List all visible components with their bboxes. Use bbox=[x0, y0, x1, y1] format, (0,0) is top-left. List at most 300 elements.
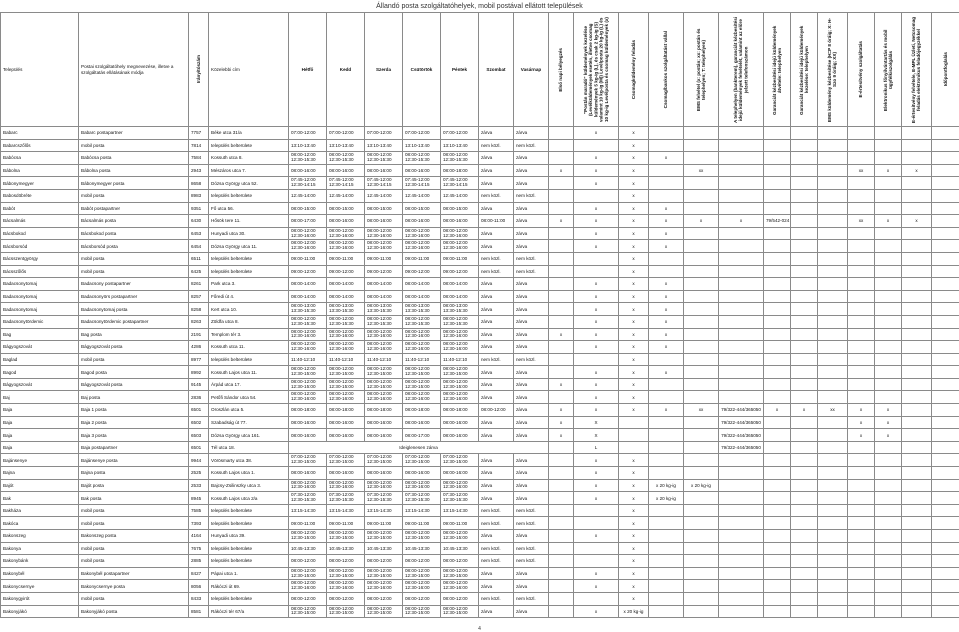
cell-service-flag bbox=[764, 252, 791, 265]
cell-service-flag bbox=[875, 202, 902, 215]
cell-hours: 13:15-14:30 bbox=[327, 504, 365, 517]
column-header-label: Csomag/bankos szolgáltatást vállal bbox=[663, 30, 669, 109]
cell-service-flag: x bbox=[619, 252, 649, 265]
cell-service-flag: 79/322-444/365050 bbox=[719, 404, 764, 417]
table-row bbox=[1, 164, 959, 177]
cell-settlement: Bakháza bbox=[1, 504, 79, 517]
cell-service-flag: xx bbox=[684, 164, 719, 177]
column-header-telepules bbox=[1, 13, 79, 127]
cell-hours: 08:00-17:00 bbox=[289, 215, 327, 228]
cell-hours: nem közl. bbox=[514, 542, 549, 555]
column-header-c20 bbox=[818, 13, 848, 127]
cell-service-flag: x bbox=[619, 315, 649, 328]
cell-address: település belterülete bbox=[209, 265, 289, 278]
cell-service-flag bbox=[719, 139, 764, 152]
cell-service-flag bbox=[764, 542, 791, 555]
cell-service-flag bbox=[875, 567, 902, 580]
column-header-c15 bbox=[649, 13, 684, 127]
cell-hours: 08:00-12:00 12:30-15:00 bbox=[403, 567, 441, 580]
cell-service-flag bbox=[549, 441, 574, 454]
cell-hours: zárva bbox=[479, 467, 514, 480]
column-header-label: Közelebbi cím bbox=[211, 66, 240, 72]
cell-service-flag: x bbox=[875, 164, 902, 177]
cell-service-flag bbox=[791, 429, 818, 442]
cell-service-flag bbox=[791, 592, 818, 605]
cell-service-flag bbox=[549, 592, 574, 605]
cell-hours: nem közl. bbox=[479, 265, 514, 278]
cell-hours: 08:00-16:00 bbox=[327, 429, 365, 442]
cell-service-flag bbox=[764, 189, 791, 202]
column-header-label: Garanciát kézbesítési idejű küldemények átvétele: telephelyen bbox=[771, 24, 782, 115]
cell-service-flag bbox=[684, 605, 719, 618]
cell-service-flag bbox=[649, 567, 684, 580]
cell-hours: 08:00-13:00 13:30-15:30 bbox=[403, 303, 441, 316]
cell-hours: 07:00-12:00 12:30-15:00 bbox=[441, 454, 479, 467]
cell-service-flag: L bbox=[574, 441, 619, 454]
cell-service-flag bbox=[818, 416, 848, 429]
cell-hours: zárva bbox=[479, 315, 514, 328]
cell-service-flag bbox=[818, 227, 848, 240]
cell-hours: 09:00-12:00 bbox=[403, 265, 441, 278]
cell-service-flag bbox=[791, 391, 818, 404]
cell-service-flag bbox=[875, 152, 902, 165]
cell-address: Mészáros utca 7. bbox=[209, 164, 289, 177]
cell-service-flag: x 20 kg-ig bbox=[684, 479, 719, 492]
cell-hours: 08:00-12:00 12:30-15:30 bbox=[289, 315, 327, 328]
cell-service-flag bbox=[791, 290, 818, 303]
cell-settlement: Bakonycsernye bbox=[1, 580, 79, 593]
cell-service-flag bbox=[684, 467, 719, 480]
cell-hours: 08:00-17:00 bbox=[403, 429, 441, 442]
cell-settlement: Baja bbox=[1, 429, 79, 442]
cell-service-flag bbox=[764, 504, 791, 517]
cell-service-flag: x bbox=[619, 467, 649, 480]
cell-service-flag bbox=[875, 530, 902, 543]
cell-service-flag: x bbox=[619, 504, 649, 517]
cell-hours: zárva bbox=[514, 215, 549, 228]
cell-service-point: Baja 1 posta bbox=[79, 404, 189, 417]
cell-service-flag: x bbox=[902, 215, 932, 228]
cell-service-flag bbox=[818, 278, 848, 291]
cell-hours: 08:00-16:00 bbox=[441, 416, 479, 429]
cell-service-flag bbox=[549, 177, 574, 190]
table-row bbox=[1, 328, 959, 341]
cell-hours: 08:00-12:00 12:30-15:00 bbox=[365, 605, 403, 618]
cell-hours: 11:40-12:10 bbox=[365, 353, 403, 366]
cell-service-flag bbox=[684, 227, 719, 240]
cell-postcode: 7584 bbox=[189, 152, 209, 165]
column-header-label: Vasárnap bbox=[520, 66, 542, 72]
cell-service-flag bbox=[649, 139, 684, 152]
cell-service-flag bbox=[649, 177, 684, 190]
cell-service-flag bbox=[684, 592, 719, 605]
cell-hours: 08:00-12:00 bbox=[403, 592, 441, 605]
cell-service-flag bbox=[902, 555, 932, 568]
cell-hours: 08:00-16:00 bbox=[365, 429, 403, 442]
column-header-c12 bbox=[549, 13, 574, 127]
cell-service-flag bbox=[791, 441, 818, 454]
cell-postcode: 7814 bbox=[189, 139, 209, 152]
cell-hours: zárva bbox=[514, 429, 549, 442]
cell-service-flag: x bbox=[619, 479, 649, 492]
cell-service-flag bbox=[649, 555, 684, 568]
column-header-label: EMS küldemény kézbesítése (H=P 8 óráig; X: H-Szo 9 óráig; XX) bbox=[827, 17, 838, 122]
cell-settlement: Bágyogszovát bbox=[1, 341, 79, 354]
cell-service-flag: x bbox=[574, 303, 619, 316]
cell-hours: 13:10-13:40 bbox=[403, 139, 441, 152]
cell-service-flag bbox=[574, 504, 619, 517]
cell-hours: zárva bbox=[479, 127, 514, 140]
cell-hours: 08:00-12:00 12:30-16:00 bbox=[441, 227, 479, 240]
cell-settlement: Badacsonytomaj bbox=[1, 290, 79, 303]
cell-settlement: Bácsbokod bbox=[1, 227, 79, 240]
cell-hours: 08:00-12:00 12:30-15:00 bbox=[327, 378, 365, 391]
cell-temporarily-closed: Ideiglenesen zárva bbox=[289, 441, 549, 454]
cell-service-flag bbox=[549, 542, 574, 555]
cell-service-flag bbox=[719, 530, 764, 543]
cell-hours: 12:45-14:00 bbox=[365, 189, 403, 202]
cell-service-flag bbox=[848, 504, 875, 517]
cell-service-flag bbox=[848, 202, 875, 215]
cell-hours: zárva bbox=[514, 290, 549, 303]
cell-service-flag bbox=[875, 479, 902, 492]
cell-service-flag: 79/542-024 bbox=[764, 215, 791, 228]
cell-service-flag bbox=[649, 580, 684, 593]
cell-service-flag bbox=[719, 454, 764, 467]
cell-service-flag bbox=[719, 479, 764, 492]
cell-service-flag bbox=[902, 391, 932, 404]
cell-service-flag bbox=[818, 580, 848, 593]
cell-hours: 07:45-12:00 12:30-14:15 bbox=[327, 177, 365, 190]
cell-service-flag bbox=[684, 567, 719, 580]
table-row bbox=[1, 290, 959, 303]
cell-service-point: Badacsonytomaj posta bbox=[79, 303, 189, 316]
cell-hours: nem közl. bbox=[514, 504, 549, 517]
cell-service-flag: x bbox=[619, 353, 649, 366]
cell-service-flag: x bbox=[875, 215, 902, 228]
cell-hours: zárva bbox=[514, 366, 549, 379]
cell-hours: 10:45-13:30 bbox=[289, 542, 327, 555]
cell-service-flag bbox=[684, 202, 719, 215]
cell-service-flag bbox=[818, 378, 848, 391]
cell-service-flag bbox=[875, 542, 902, 555]
cell-service-flag bbox=[764, 530, 791, 543]
column-header-cim bbox=[209, 13, 289, 127]
cell-service-flag: x bbox=[902, 164, 932, 177]
cell-hours: 08:00-16:00 bbox=[403, 416, 441, 429]
cell-address: Pápai utca 1. bbox=[209, 567, 289, 580]
cell-hours: 12:45-14:00 bbox=[403, 189, 441, 202]
cell-service-point: Bajót posta bbox=[79, 479, 189, 492]
cell-hours: 12:45-14:00 bbox=[289, 189, 327, 202]
cell-service-flag bbox=[574, 555, 619, 568]
cell-hours: 08:00-13:00 13:30-15:30 bbox=[441, 303, 479, 316]
cell-service-flag bbox=[818, 429, 848, 442]
cell-hours: zárva bbox=[514, 177, 549, 190]
cell-hours: 07:30-12:00 12:30-15:30 bbox=[327, 492, 365, 505]
cell-hours: 08:00-12:00 bbox=[441, 555, 479, 568]
cell-hours: 08:00-14:00 bbox=[327, 278, 365, 291]
cell-hours: 08:00-16:00 bbox=[327, 215, 365, 228]
cell-service-point: mobil posta bbox=[79, 265, 189, 278]
cell-hours: nem közl. bbox=[479, 139, 514, 152]
cell-service-flag: x bbox=[649, 227, 684, 240]
cell-postcode: 8056 bbox=[189, 580, 209, 593]
page-number: 4 bbox=[478, 626, 481, 632]
table-row bbox=[1, 467, 959, 480]
cell-service-flag bbox=[902, 378, 932, 391]
cell-service-flag bbox=[791, 378, 818, 391]
cell-service-flag bbox=[791, 341, 818, 354]
cell-service-flag bbox=[549, 517, 574, 530]
column-header-label: Hétfő bbox=[301, 66, 314, 72]
cell-service-flag bbox=[684, 530, 719, 543]
cell-settlement: Bakóca bbox=[1, 517, 79, 530]
cell-service-flag bbox=[649, 530, 684, 543]
cell-service-flag: x bbox=[574, 290, 619, 303]
cell-settlement: Bag bbox=[1, 328, 79, 341]
cell-service-flag: x bbox=[875, 429, 902, 442]
cell-hours: 08:00-12:00 12:30-16:00 bbox=[441, 240, 479, 253]
cell-hours: 08:00-12:00 12:30-16:00 bbox=[403, 240, 441, 253]
column-header-hetfo bbox=[289, 13, 327, 127]
cell-service-flag bbox=[791, 467, 818, 480]
cell-settlement: Bácsszentgyörgy bbox=[1, 252, 79, 265]
cell-hours: 08:00-15:00 bbox=[327, 202, 365, 215]
column-header-label: Szerda bbox=[375, 66, 392, 72]
column-header-label: Időpontfoglalás bbox=[942, 52, 948, 87]
cell-service-flag bbox=[932, 592, 959, 605]
cell-settlement: Bakonygyirót bbox=[1, 592, 79, 605]
cell-service-flag bbox=[902, 315, 932, 328]
cell-settlement: Babarc bbox=[1, 127, 79, 140]
cell-service-flag bbox=[848, 454, 875, 467]
cell-service-flag bbox=[719, 303, 764, 316]
cell-service-flag bbox=[649, 416, 684, 429]
cell-address: Kert utca 10. bbox=[209, 303, 289, 316]
cell-address: Kossuth Lajos utca 2/a bbox=[209, 492, 289, 505]
cell-service-flag bbox=[549, 605, 574, 618]
cell-service-flag bbox=[791, 252, 818, 265]
cell-address: Árpád utca 17. bbox=[209, 378, 289, 391]
cell-hours: zárva bbox=[514, 479, 549, 492]
cell-service-flag bbox=[549, 265, 574, 278]
cell-service-flag: x bbox=[549, 164, 574, 177]
cell-service-flag bbox=[848, 441, 875, 454]
cell-service-flag bbox=[649, 504, 684, 517]
cell-service-flag bbox=[764, 416, 791, 429]
cell-service-flag bbox=[848, 391, 875, 404]
cell-service-point: mobil posta bbox=[79, 139, 189, 152]
cell-service-flag bbox=[764, 341, 791, 354]
cell-hours: 09:00-12:00 bbox=[441, 265, 479, 278]
column-header-label: Csomagküldemény feladás bbox=[630, 39, 636, 100]
cell-service-flag: x bbox=[649, 328, 684, 341]
cell-service-flag bbox=[684, 378, 719, 391]
cell-hours: 08:00-12:00 12:30-16:00 bbox=[365, 240, 403, 253]
cell-service-flag bbox=[791, 580, 818, 593]
cell-service-flag: xx bbox=[848, 164, 875, 177]
cell-service-flag bbox=[764, 152, 791, 165]
cell-service-flag bbox=[818, 328, 848, 341]
cell-hours: 08:00-12:00 12:30-15:00 bbox=[441, 530, 479, 543]
cell-service-flag bbox=[549, 479, 574, 492]
cell-settlement: Baja bbox=[1, 404, 79, 417]
cell-service-flag bbox=[848, 290, 875, 303]
cell-hours: 08:00-11:00 bbox=[479, 215, 514, 228]
cell-service-point: Bábolna posta bbox=[79, 164, 189, 177]
cell-service-flag bbox=[649, 592, 684, 605]
cell-hours: 07:45-12:00 12:30-14:15 bbox=[289, 177, 327, 190]
cell-service-flag bbox=[848, 240, 875, 253]
cell-postcode: 2525 bbox=[189, 467, 209, 480]
column-header-label: Garanciát kézbesítési idejű küldemények kezelése: telephelyen bbox=[798, 24, 809, 115]
cell-hours: 08:00-16:00 bbox=[441, 215, 479, 228]
cell-settlement: Baj bbox=[1, 391, 79, 404]
cell-service-flag bbox=[902, 567, 932, 580]
cell-service-flag bbox=[764, 441, 791, 454]
cell-service-flag: x bbox=[619, 278, 649, 291]
cell-service-flag bbox=[719, 555, 764, 568]
table-row bbox=[1, 580, 959, 593]
cell-service-flag bbox=[719, 366, 764, 379]
cell-address: település belterülete bbox=[209, 555, 289, 568]
cell-service-flag bbox=[649, 353, 684, 366]
cell-service-flag bbox=[875, 441, 902, 454]
cell-service-flag bbox=[719, 240, 764, 253]
cell-service-flag: x bbox=[649, 215, 684, 228]
cell-service-flag: x bbox=[619, 492, 649, 505]
cell-address: Fő utca 56. bbox=[209, 202, 289, 215]
cell-hours: 08:00-12:00 12:30-15:30 bbox=[365, 152, 403, 165]
cell-hours: zárva bbox=[479, 605, 514, 618]
cell-service-flag bbox=[549, 152, 574, 165]
cell-hours: zárva bbox=[479, 303, 514, 316]
cell-service-flag: 79/322-444/365050 bbox=[719, 416, 764, 429]
cell-service-flag bbox=[549, 353, 574, 366]
cell-service-flag: x bbox=[649, 290, 684, 303]
cell-hours: 08:00-12:00 12:30-16:00 bbox=[327, 580, 365, 593]
column-header-c13 bbox=[574, 13, 619, 127]
cell-hours: 08:00-12:00 12:30-15:30 bbox=[365, 315, 403, 328]
cell-hours: zárva bbox=[514, 240, 549, 253]
table-row bbox=[1, 530, 959, 543]
column-header-label: Első napi bélyegzés bbox=[558, 47, 564, 92]
cell-service-point: Baja postapartner bbox=[79, 441, 189, 454]
cell-service-flag bbox=[932, 441, 959, 454]
cell-service-flag bbox=[875, 127, 902, 140]
cell-service-flag bbox=[848, 479, 875, 492]
cell-service-flag bbox=[902, 454, 932, 467]
cell-postcode: 4286 bbox=[189, 341, 209, 354]
cell-service-flag bbox=[902, 504, 932, 517]
cell-service-flag bbox=[791, 567, 818, 580]
cell-service-flag bbox=[818, 189, 848, 202]
cell-hours: 09:00-11:00 bbox=[403, 252, 441, 265]
cell-service-flag: x bbox=[619, 164, 649, 177]
cell-service-flag: x bbox=[574, 467, 619, 480]
cell-service-flag bbox=[932, 215, 959, 228]
table-row bbox=[1, 517, 959, 530]
cell-settlement: Bácsalmás bbox=[1, 215, 79, 228]
cell-service-flag: x bbox=[574, 315, 619, 328]
cell-hours: 08:00-12:00 12:30-15:30 bbox=[441, 152, 479, 165]
cell-hours: zárva bbox=[514, 530, 549, 543]
cell-service-flag bbox=[549, 252, 574, 265]
cell-service-flag bbox=[649, 605, 684, 618]
cell-service-flag bbox=[932, 378, 959, 391]
cell-service-flag bbox=[649, 378, 684, 391]
cell-hours: 08:00-16:00 bbox=[441, 429, 479, 442]
cell-hours: 08:00-12:00 12:30-15:00 bbox=[289, 378, 327, 391]
cell-service-flag bbox=[719, 353, 764, 366]
cell-service-flag: x bbox=[619, 530, 649, 543]
table-row bbox=[1, 139, 959, 152]
cell-hours: nem közl. bbox=[479, 504, 514, 517]
cell-hours: 08:00-12:00 12:30-16:00 bbox=[403, 391, 441, 404]
cell-service-flag: x bbox=[619, 127, 649, 140]
cell-postcode: 9351 bbox=[189, 202, 209, 215]
cell-service-flag: X bbox=[574, 429, 619, 442]
cell-hours: nem közl. bbox=[479, 592, 514, 605]
post-office-table bbox=[0, 12, 959, 618]
cell-service-flag bbox=[902, 240, 932, 253]
cell-service-flag bbox=[932, 454, 959, 467]
table-row bbox=[1, 391, 959, 404]
cell-hours: 08:00-12:00 12:30-16:00 bbox=[289, 580, 327, 593]
cell-hours: 08:00-12:00 12:30-15:00 bbox=[441, 378, 479, 391]
cell-hours: zárva bbox=[479, 580, 514, 593]
cell-postcode: 6430 bbox=[189, 215, 209, 228]
cell-service-flag bbox=[549, 303, 574, 316]
cell-service-flag bbox=[875, 353, 902, 366]
cell-service-flag bbox=[684, 127, 719, 140]
cell-service-flag bbox=[902, 366, 932, 379]
cell-service-flag bbox=[719, 290, 764, 303]
cell-service-flag: x bbox=[574, 127, 619, 140]
cell-service-flag bbox=[875, 517, 902, 530]
cell-service-flag bbox=[549, 127, 574, 140]
column-header-c21 bbox=[848, 13, 875, 127]
cell-service-flag bbox=[932, 353, 959, 366]
cell-hours: 08:00-16:00 bbox=[327, 467, 365, 480]
cell-service-flag bbox=[875, 580, 902, 593]
column-header-c19 bbox=[791, 13, 818, 127]
cell-hours: 08:00-14:00 bbox=[289, 278, 327, 291]
cell-service-flag: x bbox=[619, 189, 649, 202]
cell-service-flag bbox=[684, 555, 719, 568]
cell-hours: zárva bbox=[514, 416, 549, 429]
cell-service-flag bbox=[549, 341, 574, 354]
cell-hours: zárva bbox=[514, 378, 549, 391]
cell-service-flag bbox=[875, 265, 902, 278]
cell-service-flag bbox=[902, 303, 932, 316]
cell-hours: 09:00-11:00 bbox=[441, 252, 479, 265]
cell-hours: 08:00-13:00 13:30-15:30 bbox=[327, 303, 365, 316]
cell-hours: 08:00-12:00 12:30-16:00 bbox=[327, 328, 365, 341]
cell-service-flag bbox=[818, 530, 848, 543]
cell-service-flag bbox=[932, 504, 959, 517]
cell-hours: 13:10-13:40 bbox=[327, 139, 365, 152]
cell-settlement: Bajót bbox=[1, 479, 79, 492]
cell-hours: 08:00-12:00 12:30-15:00 bbox=[289, 605, 327, 618]
cell-service-flag: x bbox=[649, 240, 684, 253]
cell-postcode: 2943 bbox=[189, 164, 209, 177]
cell-address: Szabadság út 77. bbox=[209, 416, 289, 429]
cell-service-flag bbox=[649, 441, 684, 454]
cell-hours: 09:00-11:00 bbox=[327, 252, 365, 265]
cell-service-flag bbox=[684, 504, 719, 517]
